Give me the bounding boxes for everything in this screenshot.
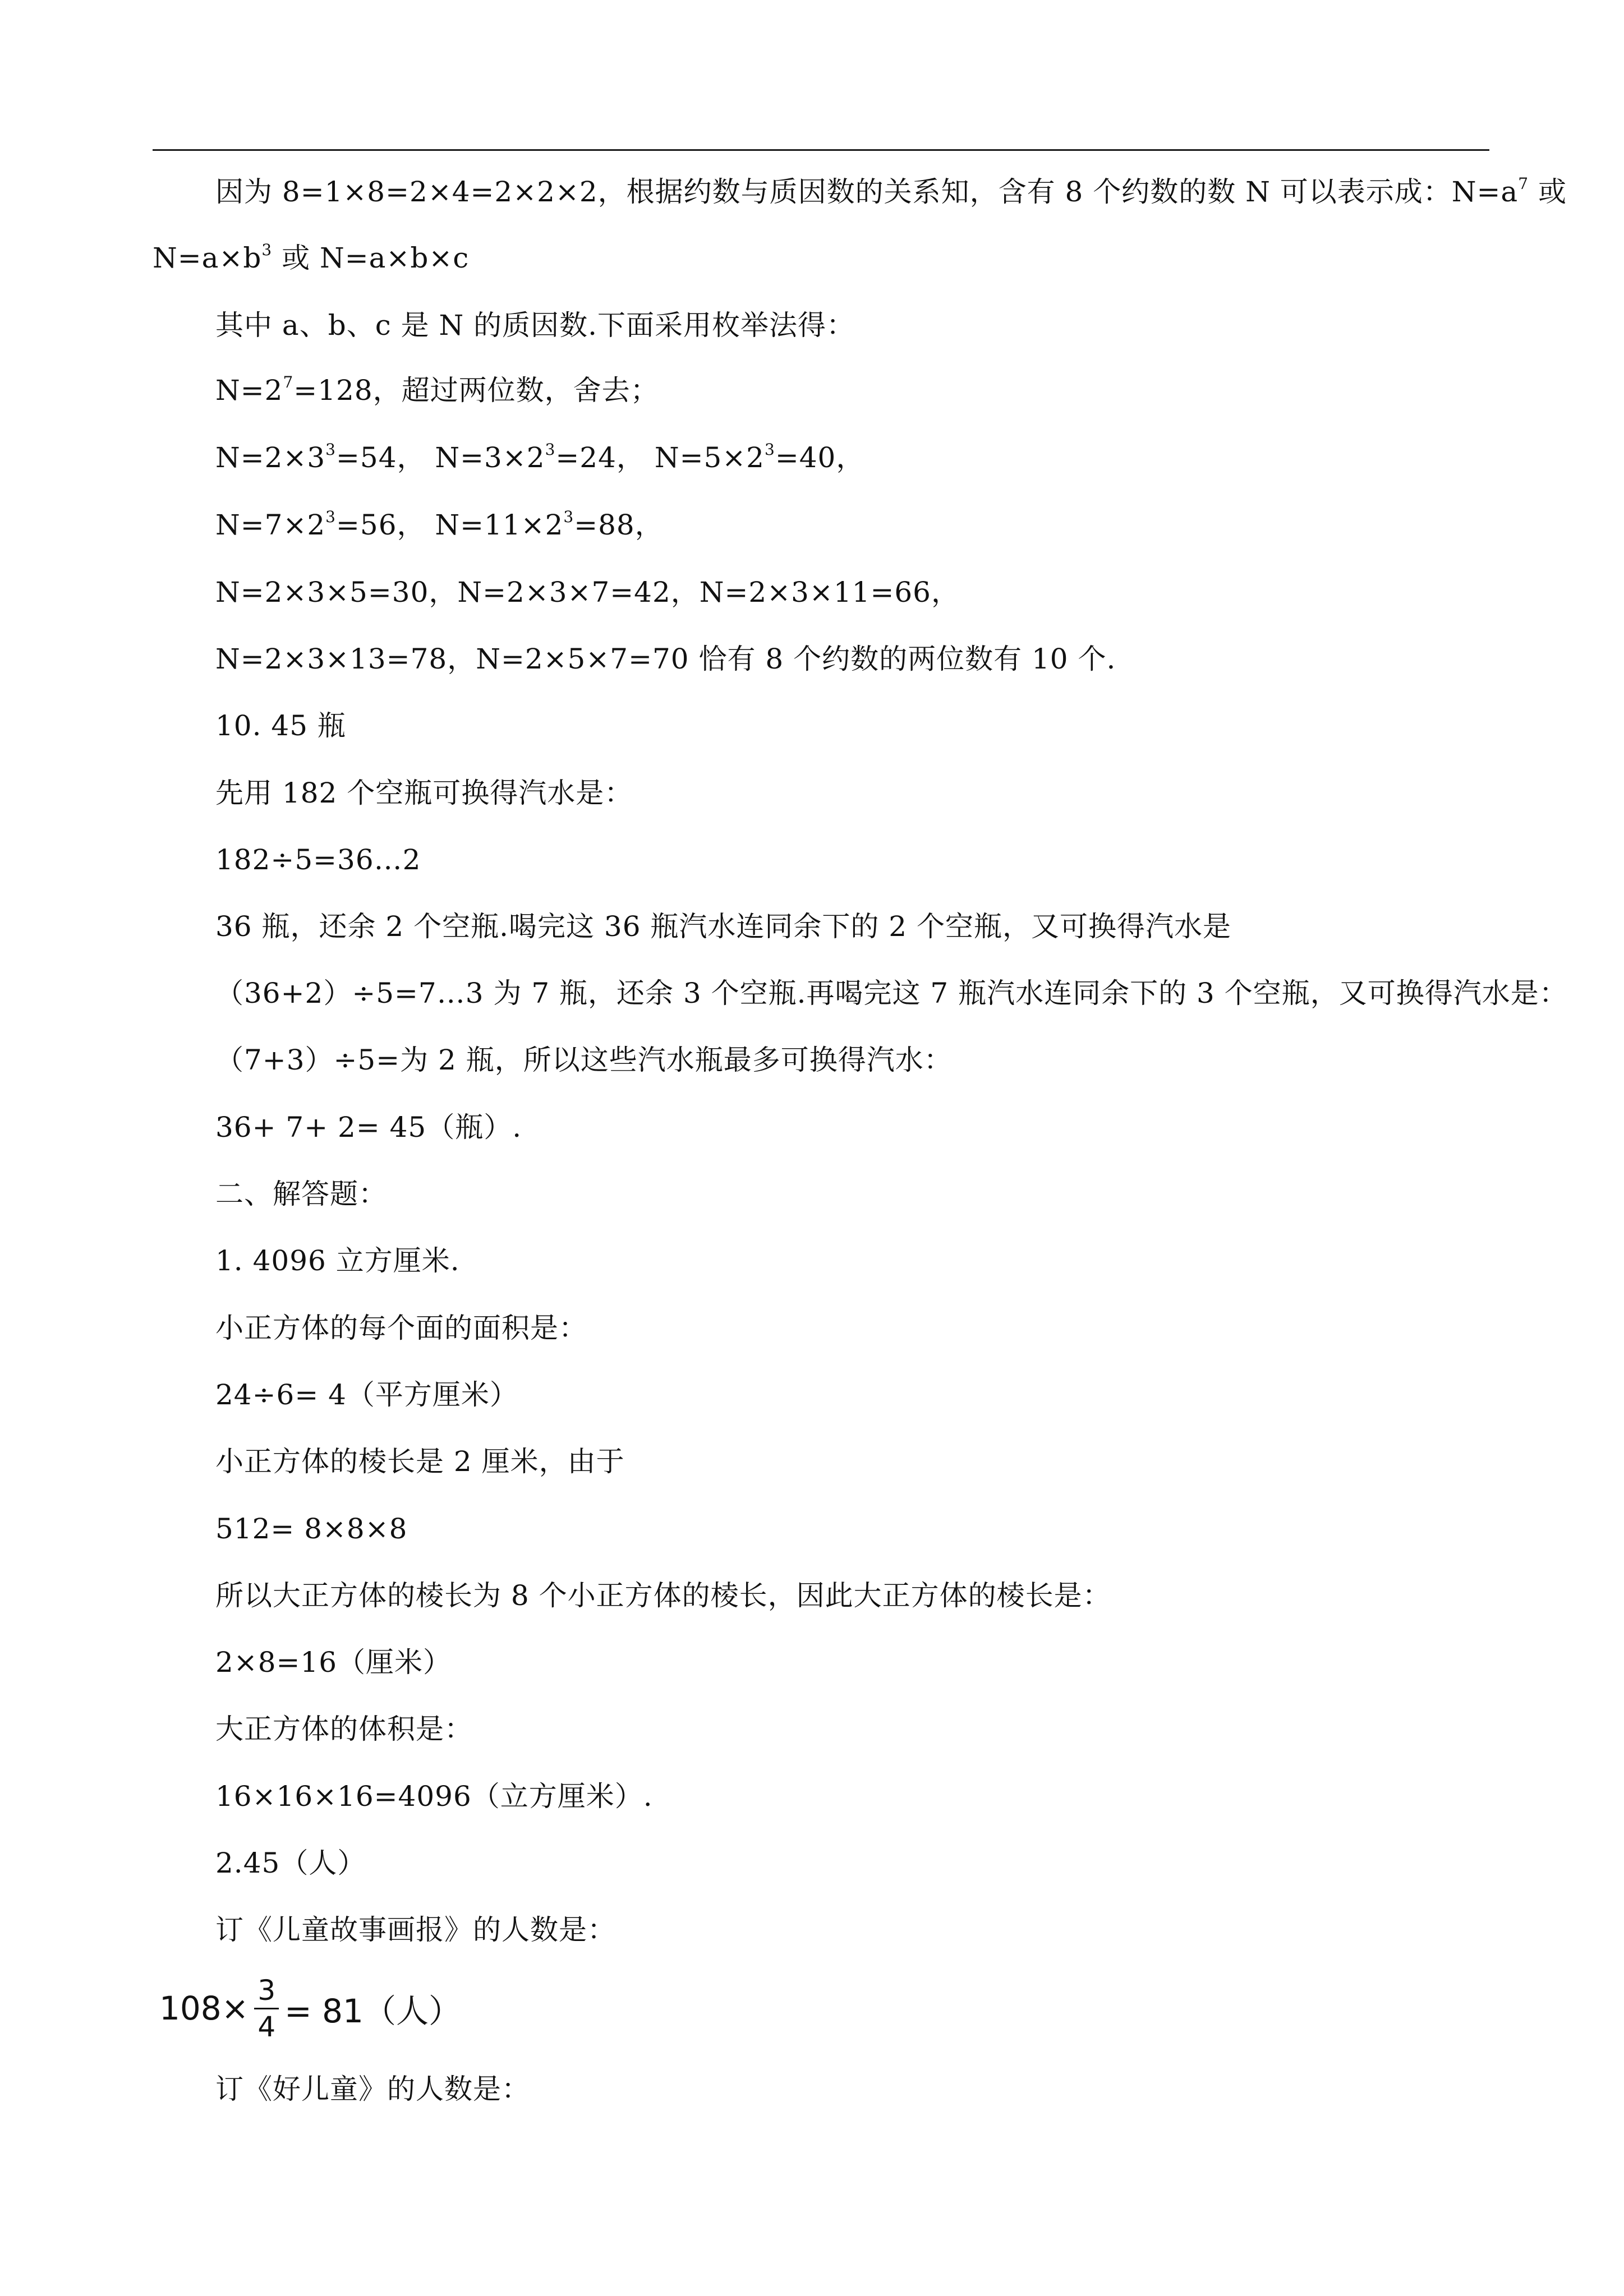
text-line: 512= 8×8×8 bbox=[215, 1513, 408, 1545]
superscript: 7 bbox=[1518, 174, 1529, 193]
text-line: （36+2）÷5=7…3 为 7 瓶，还余 3 个空瓶.再喝完这 7 瓶汽水连同余下的 3 个空瓶，又可换得汽水是： bbox=[215, 977, 1568, 1009]
text-span: =24， N=5×2 bbox=[555, 441, 765, 474]
text-line: N=2×3×5=30，N=2×3×7=42，N=2×3×11=66， bbox=[215, 576, 960, 608]
text-line: 订《好儿童》的人数是： bbox=[215, 2073, 530, 2105]
text-line: 小正方体的每个面的面积是： bbox=[215, 1312, 587, 1344]
text-line: 16×16×16=4096（立方厘米）. bbox=[215, 1780, 653, 1813]
text-span: 或 N=a×b×c bbox=[272, 242, 470, 274]
text-line: 2×8=16（厘米） bbox=[215, 1646, 452, 1679]
text-span: =40， bbox=[775, 441, 865, 474]
text-line: 大正方体的体积是： bbox=[215, 1713, 473, 1745]
text-span: 因为 8=1×8=2×4=2×2×2，根据约数与质因数的关系知，含有 8 个约数的数 N 可以表示成：N=a bbox=[215, 176, 1519, 208]
text-line: 所以大正方体的棱长为 8 个小正方体的棱长，因此大正方体的棱长是： bbox=[215, 1579, 1111, 1612]
header-rule bbox=[153, 149, 1489, 151]
text-line: 24÷6= 4（平方厘米） bbox=[215, 1378, 518, 1411]
text-line: N=2×3×13=78，N=2×5×7=70 恰有 8 个约数的两位数有 10 个. bbox=[215, 643, 1116, 675]
section-item-heading: 1. 4096 立方厘米. bbox=[215, 1244, 460, 1277]
superscript: 3 bbox=[325, 440, 336, 459]
text-span: N=a×b bbox=[153, 242, 262, 274]
fraction-denominator: 4 bbox=[257, 2010, 276, 2043]
superscript: 3 bbox=[563, 508, 574, 526]
text-line: 订《儿童故事画报》的人数是： bbox=[215, 1914, 616, 1946]
text-line: （7+3）÷5=为 2 瓶，所以这些汽水瓶最多可换得汽水： bbox=[215, 1044, 953, 1076]
text-line: 36+ 7+ 2= 45（瓶）. bbox=[215, 1111, 522, 1144]
superscript: 3 bbox=[545, 440, 556, 459]
text-span: 或 bbox=[1529, 176, 1567, 208]
text-line bbox=[215, 441, 864, 474]
text-line: 其中 a、b、c 是 N 的质因数.下面采用枚举法得： bbox=[215, 309, 855, 342]
section-item-heading: 2.45（人） bbox=[215, 1847, 366, 1879]
superscript: 7 bbox=[283, 373, 294, 391]
text-span: =128，超过两位数，舍去； bbox=[293, 374, 659, 407]
superscript: 3 bbox=[764, 440, 775, 459]
text-line bbox=[153, 241, 469, 275]
fraction-formula bbox=[159, 1972, 461, 2045]
superscript: 3 bbox=[325, 508, 336, 526]
text-span: =56， N=11×2 bbox=[336, 509, 564, 541]
section-heading: 二、解答题： bbox=[215, 1178, 387, 1210]
text-line bbox=[215, 508, 664, 542]
text-line bbox=[215, 374, 659, 407]
text-span: =54， N=3×2 bbox=[336, 441, 545, 474]
fraction bbox=[254, 1974, 279, 2043]
text-span: =88， bbox=[574, 509, 664, 541]
text-span: N=2×3 bbox=[215, 441, 326, 474]
formula-left: 108× bbox=[159, 1989, 249, 2027]
formula-right: = 81（人） bbox=[284, 1992, 461, 2030]
text-span: N=7×2 bbox=[215, 509, 326, 541]
text-span: N=2 bbox=[215, 374, 283, 407]
text-line bbox=[215, 175, 1567, 209]
section-item-heading: 10. 45 瓶 bbox=[215, 709, 346, 742]
superscript: 3 bbox=[261, 241, 273, 259]
fraction-numerator: 3 bbox=[254, 1974, 279, 2009]
text-line: 182÷5=36…2 bbox=[215, 843, 421, 876]
text-line: 小正方体的棱长是 2 厘米，由于 bbox=[215, 1445, 625, 1478]
text-line: 先用 182 个空瓶可换得汽水是： bbox=[215, 777, 633, 809]
text-line: 36 瓶，还余 2 个空瓶.喝完这 36 瓶汽水连同余下的 2 个空瓶，又可换得汽水是 bbox=[215, 910, 1232, 943]
